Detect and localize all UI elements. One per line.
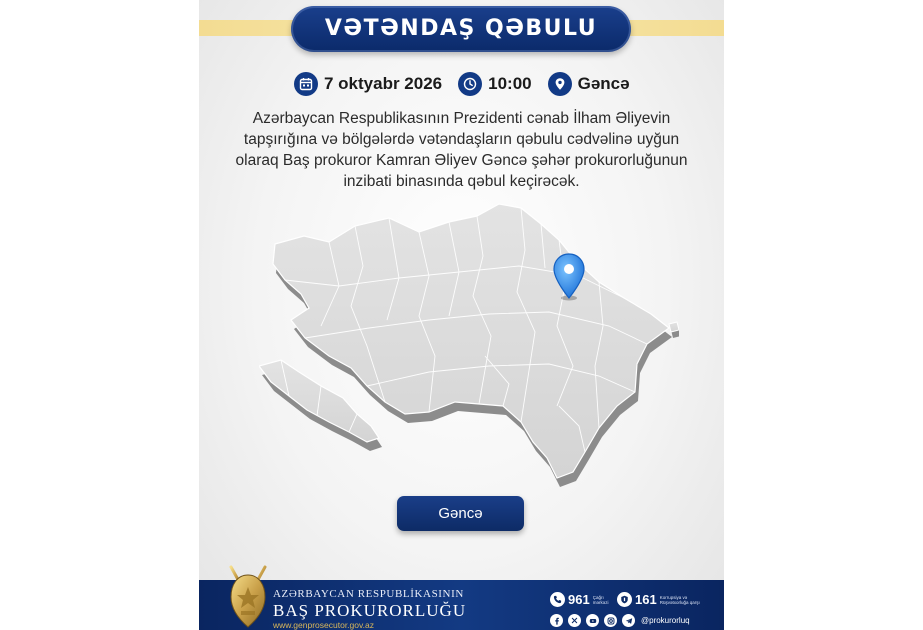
social-links <box>550 614 690 627</box>
org-name-line1: AZƏRBAYCAN RESPUBLİKASININ <box>273 588 464 600</box>
hotline-961-number: 961 <box>568 592 590 607</box>
shield-hand-icon <box>617 592 632 607</box>
event-description: Azərbaycan Respublikasının Prezidenti cənab İlham Əliyevin tapşırığına və bölgələrdə vətəndaşların qəbulu cədvəlinə uyğun olaraq Baş prokuror Kamran Əliyev Gəncə şəhər prokurorluğunun inzibati binasında qəbul keçirəcək. <box>235 110 688 190</box>
event-location: Gəncə <box>577 74 630 93</box>
facebook-icon[interactable] <box>550 614 563 627</box>
instagram-icon[interactable] <box>604 614 617 627</box>
telegram-icon[interactable] <box>622 614 635 627</box>
hotline-961[interactable] <box>550 592 615 607</box>
youtube-icon[interactable] <box>586 614 599 627</box>
map-mainland <box>273 204 669 478</box>
page-title: VƏTƏNDAŞ QƏBULU <box>291 6 631 52</box>
clock-icon <box>458 72 482 96</box>
location-pin-icon <box>548 72 572 96</box>
azerbaijan-map <box>259 196 679 496</box>
social-handle[interactable]: @prokurorluq <box>641 616 690 625</box>
event-time: 10:00 <box>488 74 532 93</box>
prosecutor-emblem-icon <box>223 563 273 630</box>
website-link[interactable]: www.genprosecutor.gov.az <box>273 620 374 630</box>
hotline-161[interactable] <box>617 592 716 607</box>
x-icon[interactable] <box>568 614 581 627</box>
calendar-icon <box>294 72 318 96</box>
phone-icon <box>550 592 565 607</box>
event-date: 7 oktyabr 2026 <box>324 74 443 93</box>
city-button[interactable]: Gəncə <box>397 496 524 531</box>
event-meta-row <box>294 71 630 97</box>
hotline-161-caption: Korrupsiya və Rüşvətxorluğa qarşı <box>659 594 700 605</box>
org-name-line2: BAŞ PROKURORLUĞU <box>273 601 467 620</box>
poster <box>199 0 724 630</box>
hotline-961-caption: Çağrı mərkəzi <box>592 594 609 605</box>
hotline-161-number: 161 <box>635 592 657 607</box>
